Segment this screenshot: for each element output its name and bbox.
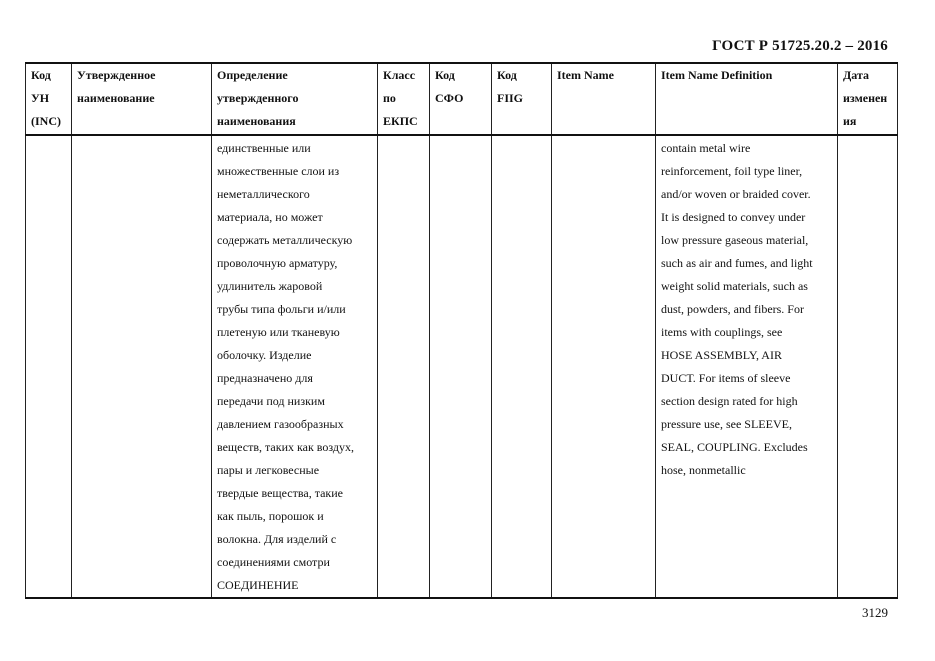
header-definition bbox=[212, 63, 378, 135]
text-line: пары и легковесные bbox=[217, 463, 320, 477]
header-line: (INC) bbox=[31, 114, 61, 128]
cell-item-name-definition bbox=[656, 135, 838, 598]
text-line: and/or woven or braided cover. bbox=[661, 187, 811, 201]
header-line: ЕКПС bbox=[383, 114, 418, 128]
cell-fiig-code bbox=[492, 135, 552, 598]
header-line: Класс bbox=[383, 68, 416, 82]
text-line: неметаллического bbox=[217, 187, 310, 201]
text-line: как пыль, порошок и bbox=[217, 509, 324, 523]
header-line: изменен bbox=[843, 91, 888, 105]
text-line: reinforcement, foil type liner, bbox=[661, 164, 803, 178]
text-line: проволочную арматуру, bbox=[217, 256, 338, 270]
text-line: such as air and fumes, and light bbox=[661, 256, 813, 270]
header-item-name-definition bbox=[656, 63, 838, 135]
text-line: множественные слои из bbox=[217, 164, 340, 178]
cell-sfo-code bbox=[430, 135, 492, 598]
header-line: СФО bbox=[435, 91, 464, 105]
text-line: предназначено для bbox=[217, 371, 313, 385]
header-line: Определение bbox=[217, 68, 288, 82]
header-item-name bbox=[552, 63, 656, 135]
header-line: Утвержденное bbox=[77, 68, 156, 82]
text-line: DUCT. For items of sleeve bbox=[661, 371, 791, 385]
header-line: наименование bbox=[77, 91, 155, 105]
text-line: удлинитель жаровой bbox=[217, 279, 323, 293]
text-line: волокна. Для изделий с bbox=[217, 532, 337, 546]
cell-inc bbox=[26, 135, 72, 598]
header-line: утвержденного bbox=[217, 91, 299, 105]
text-line: содержать металлическую bbox=[217, 233, 353, 247]
header-approved-name bbox=[72, 63, 212, 135]
header-line: Код bbox=[497, 68, 517, 82]
header-inc bbox=[26, 63, 72, 135]
text-line: HOSE ASSEMBLY, AIR bbox=[661, 348, 782, 362]
text-line: pressure use, see SLEEVE, bbox=[661, 417, 792, 431]
cell-change-date bbox=[838, 135, 898, 598]
header-line: Код bbox=[31, 68, 51, 82]
text-line: оболочку. Изделие bbox=[217, 348, 312, 362]
header-line: ия bbox=[843, 114, 857, 128]
text-line: items with couplings, see bbox=[661, 325, 783, 339]
header-sfo-code bbox=[430, 63, 492, 135]
document-header: ГОСТ Р 51725.20.2 – 2016 bbox=[712, 38, 888, 54]
header-change-date bbox=[838, 63, 898, 135]
text-line: hose, nonmetallic bbox=[661, 463, 746, 477]
text-line: единственные или bbox=[217, 141, 311, 155]
text-line: твердые вещества, такие bbox=[217, 486, 343, 500]
text-line: СОЕДИНЕНИЕ bbox=[217, 578, 299, 592]
header-ekps-class bbox=[378, 63, 430, 135]
header-line: по bbox=[383, 91, 396, 105]
text-line: It is designed to convey under bbox=[661, 210, 806, 224]
cell-definition bbox=[212, 135, 378, 598]
table-header-row bbox=[26, 63, 898, 135]
cell-approved-name bbox=[72, 135, 212, 598]
header-line: наименования bbox=[217, 114, 296, 128]
text-line: contain metal wire bbox=[661, 141, 751, 155]
text-line: dust, powders, and fibers. For bbox=[661, 302, 804, 316]
header-line: Item Name Definition bbox=[661, 68, 773, 82]
text-line: материала, но может bbox=[217, 210, 323, 224]
text-line: section design rated for high bbox=[661, 394, 798, 408]
text-line: передачи под низким bbox=[217, 394, 325, 408]
text-line: трубы типа фольги и/или bbox=[217, 302, 346, 316]
text-line: weight solid materials, such as bbox=[661, 279, 808, 293]
text-line: веществ, таких как воздух, bbox=[217, 440, 355, 454]
text-line: плетеную или тканевую bbox=[217, 325, 340, 339]
header-line: Дата bbox=[843, 68, 869, 82]
table-row bbox=[26, 135, 898, 598]
header-line: Item Name bbox=[557, 68, 614, 82]
header-line: FIIG bbox=[497, 91, 524, 105]
text-line: давлением газообразных bbox=[217, 417, 344, 431]
header-line: Код bbox=[435, 68, 455, 82]
page-number: 3129 bbox=[862, 605, 888, 620]
text-line: соединениями смотри bbox=[217, 555, 330, 569]
cell-item-name bbox=[552, 135, 656, 598]
cell-ekps-class bbox=[378, 135, 430, 598]
header-fiig-code bbox=[492, 63, 552, 135]
text-line: low pressure gaseous material, bbox=[661, 233, 809, 247]
text-line: SEAL, COUPLING. Excludes bbox=[661, 440, 808, 454]
header-line: УН bbox=[31, 91, 50, 105]
definitions-table bbox=[25, 62, 898, 599]
